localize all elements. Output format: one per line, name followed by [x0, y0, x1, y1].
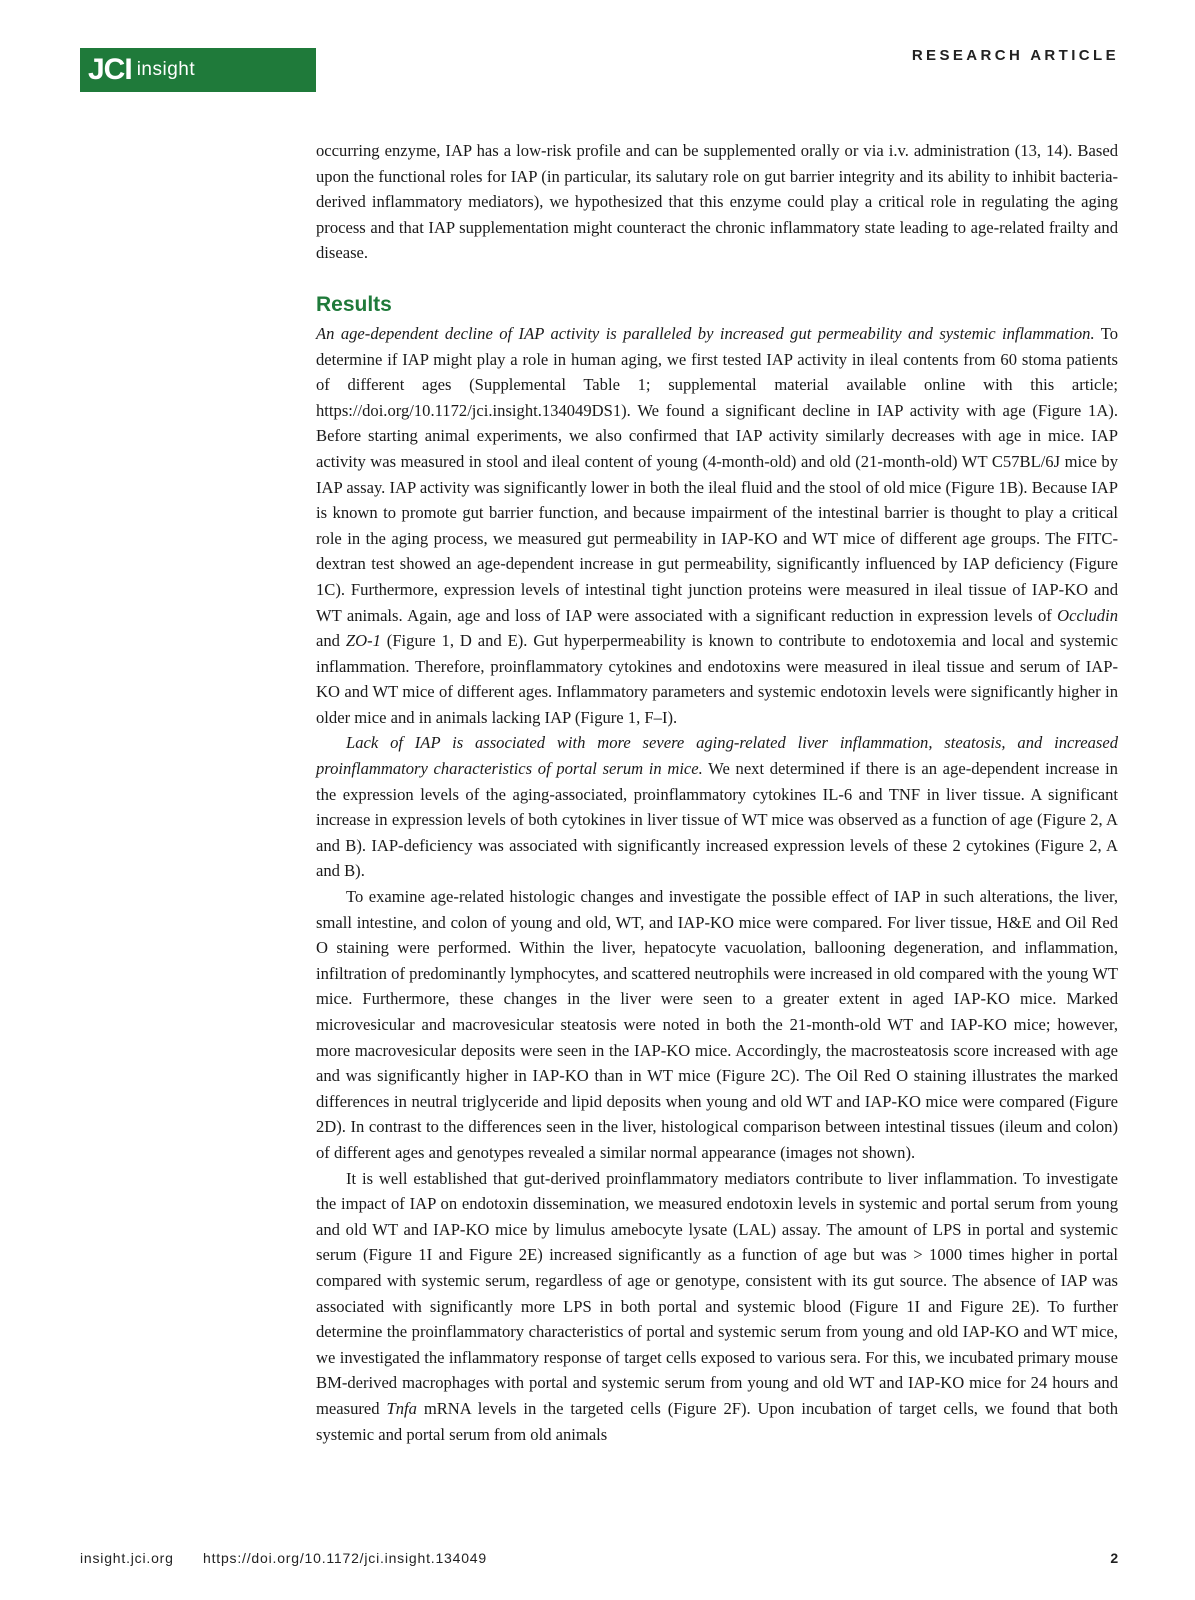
article-type-label: RESEARCH ARTICLE — [911, 47, 1119, 64]
footer-site-link[interactable]: insight.jci.org — [80, 1550, 174, 1566]
article-body — [316, 138, 1118, 1447]
italic-run: An age-dependent decline of IAP activity is paralleled by increased gut permeability and systemic inflammation. — [316, 323, 1095, 343]
text-run: To determine if IAP might play a role in human aging, we first tested IAP activity in ileal contents from 60 stoma patients of different ages (Supplemental Table 1; supplemental material available online with this article; https://doi.org/10.1172/jci.insight.134049DS1). We found a significant decline in IAP activity with age (Figure 1A). Before starting animal experiments, we also confirmed that IAP activity similarly decreases with age in mice. IAP activity was measured in stool and ileal content of young (4-month-old) and old (21-month-old) WT C57BL/6J mice by IAP assay. IAP activity was significantly lower in both the ileal fluid and the stool of old mice (Figure 1B). Because IAP is known to promote gut barrier function, and because impairment of the intestinal barrier is thought to play a critical role in the aging process, we measured gut permeability in IAP-KO and WT mice of different age groups. The FITC-dextran test showed an age-dependent increase in gut permeability, significantly influenced by IAP deficiency (Figure 1C). Furthermore, expression levels of intestinal tight junction proteins were measured in ileal tissue of IAP-KO and WT animals. Again, age and loss of IAP were associated with a significant reduction in expression levels of — [316, 323, 1119, 625]
page-number: 2 — [1110, 1550, 1119, 1566]
italic-run: ZO-1 — [345, 631, 381, 651]
text-run: We next determined if there is an age-dependent increase in the expression levels of the aging-associated, proinflammatory cytokines IL-6 and TNF in liver tissue. A significant increase in expression levels of both cytokines in liver tissue of WT mice was observed as a function of age (Figure 2, A and B). IAP-deficiency was associated with significantly increased expression levels of these 2 cytokines (Figure 2, A and B). — [316, 759, 1118, 881]
results-section — [316, 321, 1118, 1447]
results-heading: Results — [316, 292, 392, 316]
text-run: (Figure 1, D and E). Gut hyperpermeability is known to contribute to endotoxemia and local and systemic inflammation. Therefore, proinflammatory cytokines and endotoxins were measured in ileal tissue and serum of IAP-KO and WT mice of different ages. Inflammatory parameters and systemic endotoxin levels were significantly higher in older mice and in animals lacking IAP (Figure 1, F–I). — [316, 631, 1119, 727]
italic-run: Occludin — [1057, 605, 1118, 625]
text-run: To examine age-related histologic changes and investigate the possible effect of IAP in such alterations, the liver, small intestine, and colon of young and old, WT, and IAP-KO mice were compared. For liver tissue, H&E and Oil Red O staining were performed. Within the liver, hepatocyte vacuolation, ballooning degeneration, and inflammation, infiltration of predominantly lymphocytes, and scattered neutrophils were increased in old compared with the young WT mice. Furthermore, these changes in the liver were seen to a greater extent in aged IAP-KO mice. Marked microvesicular and macrovesicular steatosis were noted in both the 21-month-old WT and IAP-KO mice; however, more macrovesicular deposits were seen in the IAP-KO mice. Accordingly, the macrosteatosis score increased with age and was significantly higher in IAP-KO than in WT mice (Figure 2C). The Oil Red O staining illustrates the marked differences in neutral triglyceride and lipid deposits when young and old WT and IAP-KO mice were compared (Figure 2D). In contrast to the differences seen in the liver, histological comparison between intestinal tissues (ileum and colon) of different ages and genotypes revealed a similar normal appearance (images not shown). — [316, 887, 1118, 1162]
results-paragraph — [316, 1166, 1118, 1448]
logo-jci-text: JCI — [88, 53, 132, 86]
italic-run: Lack of IAP is associated with more severe aging-related liver inflammation, steatosis, and increased proinflammatory characteristics of portal serum in mice. — [316, 733, 1118, 779]
logo-insight-text: insight — [136, 59, 196, 80]
text-run: and — [316, 631, 346, 651]
results-paragraph — [316, 730, 1118, 884]
text-run: mRNA levels in the targeted cells (Figure 2F). Upon incubation of target cells, we found that both systemic and portal serum from old animals — [316, 1398, 1118, 1444]
text-run: It is well established that gut-derived proinflammatory mediators contribute to liver inflammation. To investigate the impact of IAP on endotoxin dissemination, we measured endotoxin levels in systemic and portal serum from young and old WT and IAP-KO mice by limulus amebocyte lysate (LAL) assay. The amount of LPS in portal and systemic serum (Figure 1I and Figure 2E) increased significantly as a function of age but was > 1000 times higher in portal compared with systemic serum, regardless of age or genotype, consistent with its gut source. The absence of IAP was associated with significantly more LPS in both portal and systemic blood (Figure 1I and Figure 2E). To further determine the proinflammatory characteristics of portal and systemic serum from young and old IAP-KO and WT mice, we investigated the inflammatory response of target cells exposed to various sera. For this, we incubated primary mouse BM-derived macrophages with portal and systemic serum from young and old WT and IAP-KO mice for 24 hours and measured — [316, 1168, 1118, 1418]
intro-paragraph: occurring enzyme, IAP has a low-risk profile and can be supplemented orally or via i.v. administration (13, 14). Based upon the functional roles for IAP (in particular, its salutary role on gut barrier integrity and its ability to inhibit bacteria-derived inflammatory mediators), we hypothesized that this enzyme could play a critical role in regulating the aging process and that IAP supplementation might counteract the chronic inflammatory state leading to age-related frailty and disease. — [316, 141, 1118, 263]
results-paragraph — [316, 321, 1118, 731]
journal-logo — [80, 48, 316, 92]
results-paragraph — [316, 884, 1118, 1166]
italic-run: Tnfa — [386, 1398, 417, 1418]
footer-doi-link[interactable]: https://doi.org/10.1172/jci.insight.134049 — [203, 1550, 487, 1566]
